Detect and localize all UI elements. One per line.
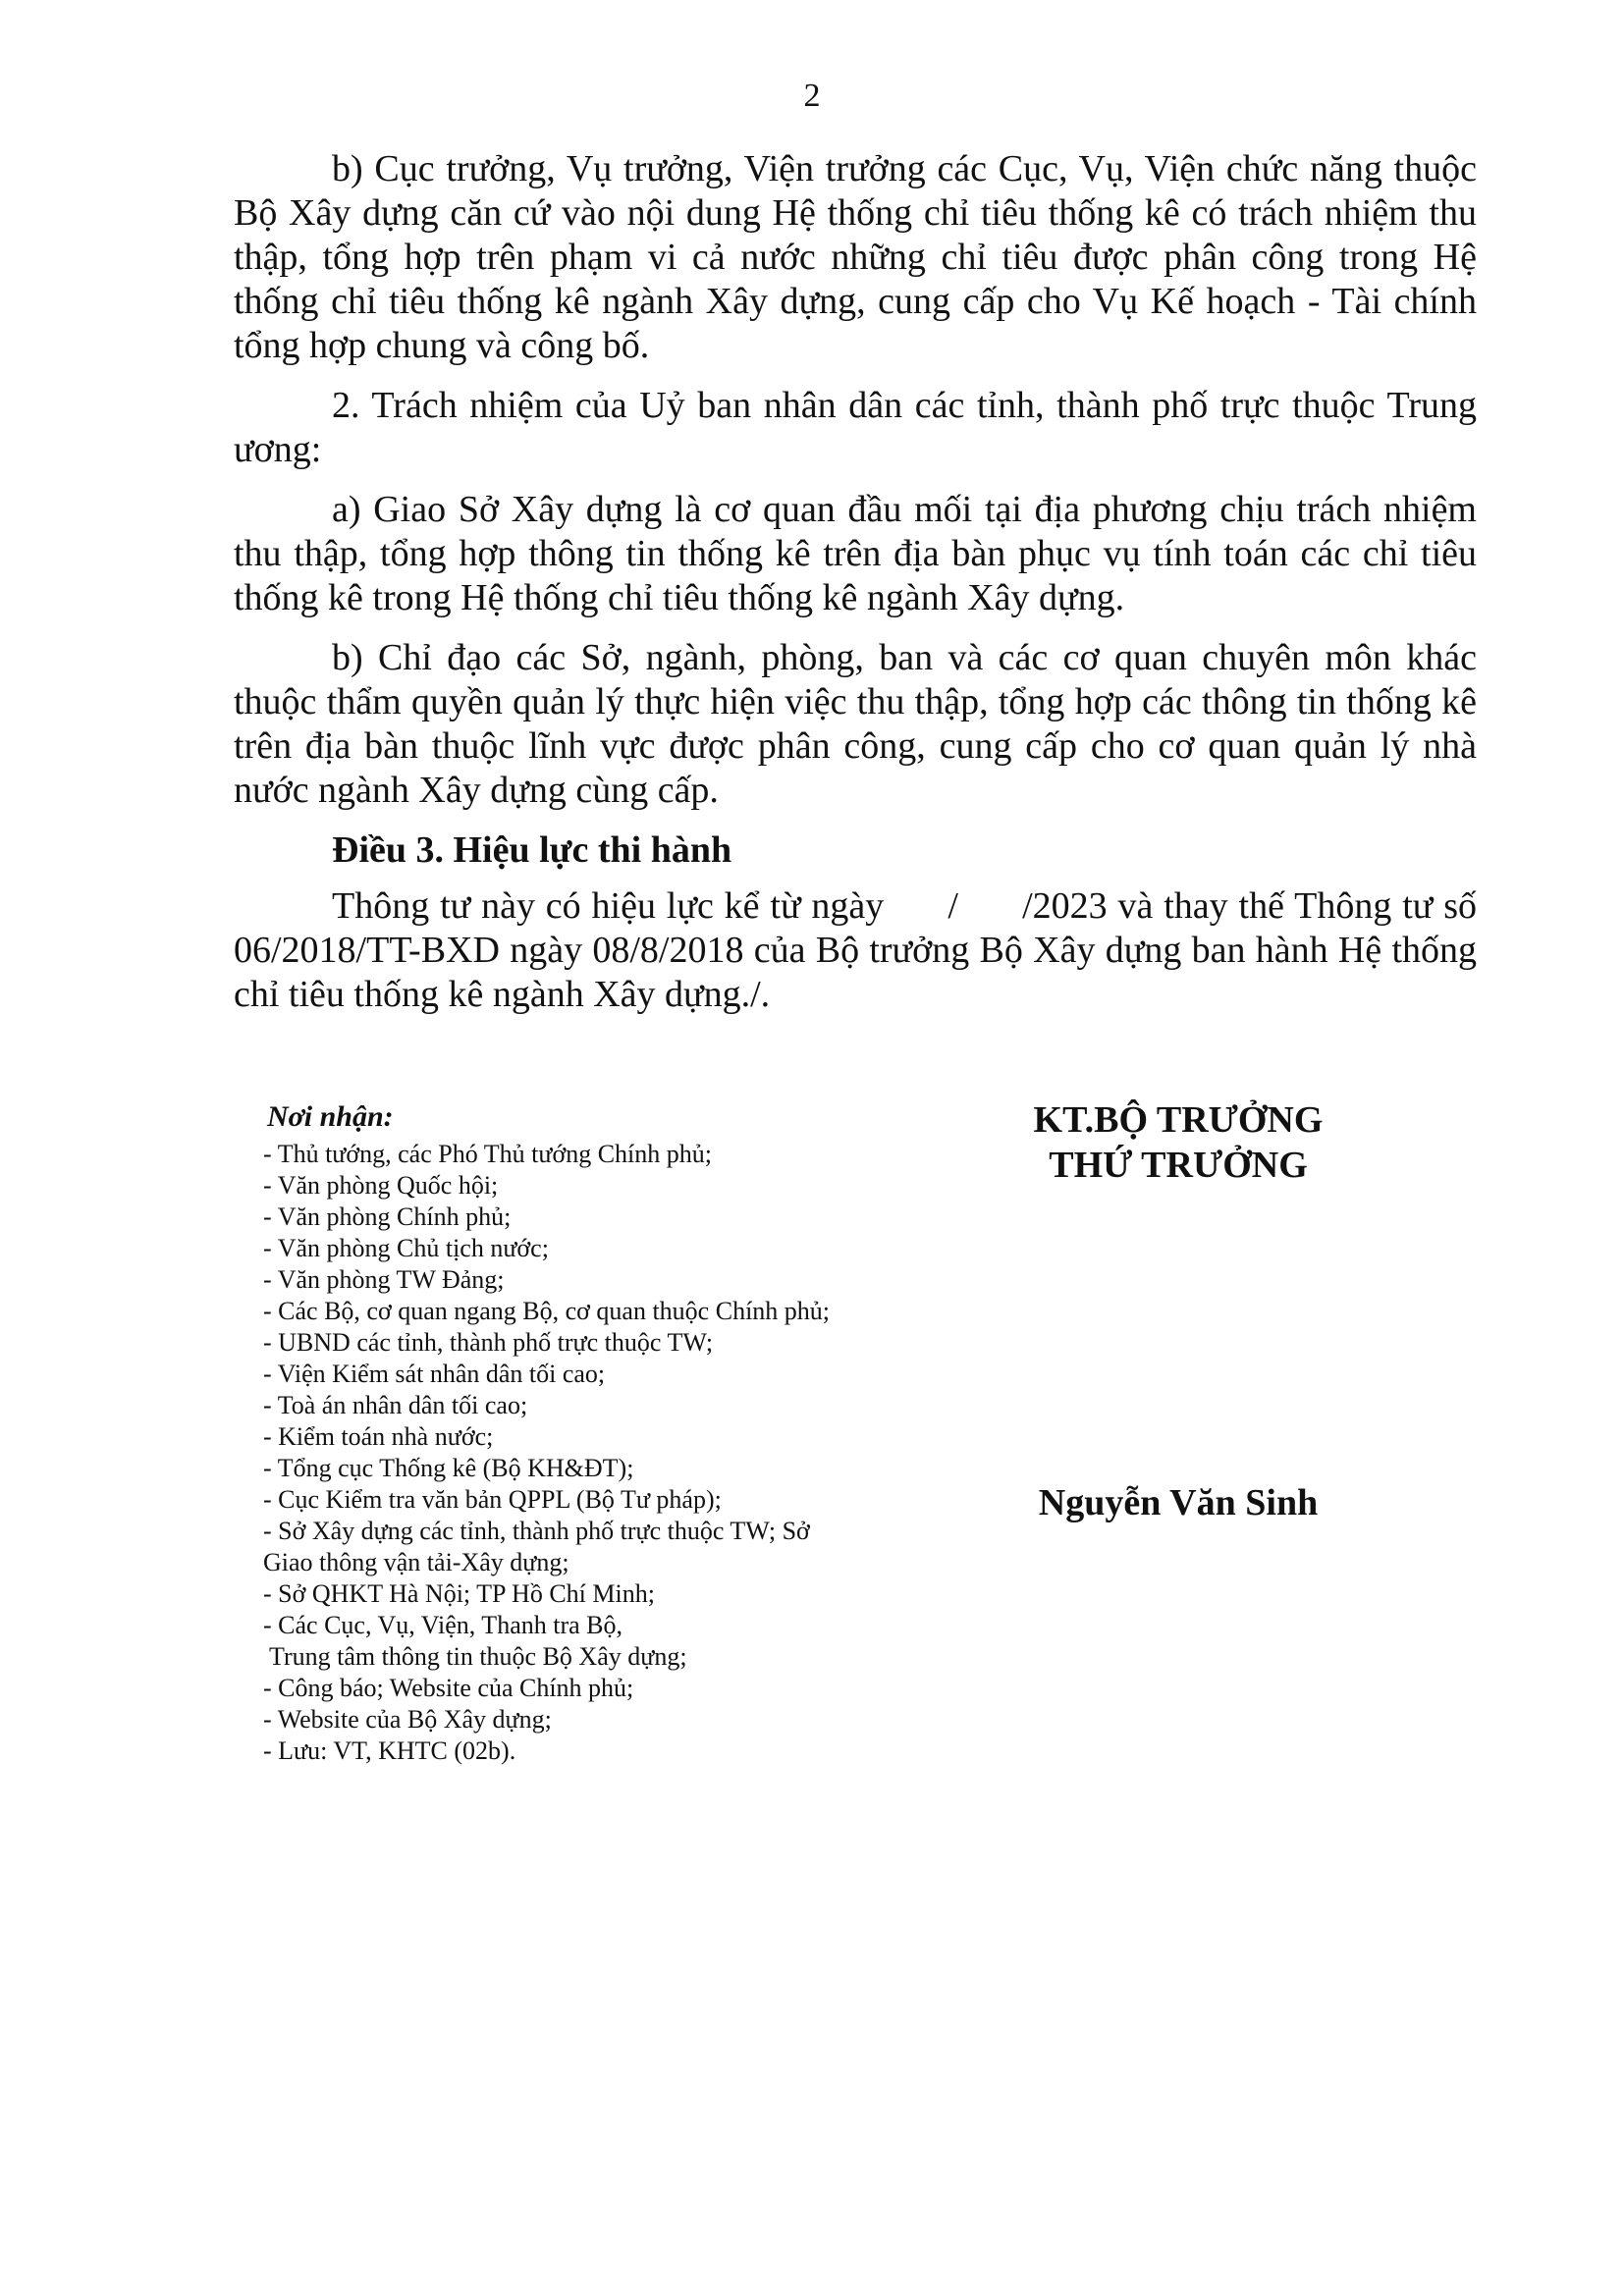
page-number: 2 xyxy=(803,78,821,114)
article-paragraph: Thông tư này có hiệu lực kể từ ngày / /2023 và thay thế Thông tư số 06/2018/TT-BXD ngày 08/8/2018 của Bộ trưởng Bộ Xây dựng ban hành Hệ thống chỉ tiêu thống kê ngành Xây dựng./. xyxy=(234,885,1487,1015)
recipient-item: - Lưu: VT, KHTC (02b). xyxy=(263,1736,516,1765)
recipient-item: Trung tâm thông tin thuộc Bộ Xây dựng; xyxy=(263,1642,687,1671)
recipient-item: - Sở Xây dựng các tỉnh, thành phố trực thuộc TW; Sở Giao thông vận tải-Xây dựng; xyxy=(263,1517,810,1576)
recipient-item: - Văn phòng Chính phủ; xyxy=(263,1202,512,1231)
recipient-item: - Công báo; Website của Chính phủ; xyxy=(263,1674,634,1702)
recipient-item: - Các Cục, Vụ, Viện, Thanh tra Bộ, xyxy=(263,1611,623,1639)
recipients-list xyxy=(263,1139,852,1767)
recipient-item: - Tổng cục Thống kê (Bộ KH&ĐT); xyxy=(263,1454,634,1482)
signer-name: Nguyễn Văn Sinh xyxy=(1038,1482,1319,1523)
paragraph-1b: b) Cục trưởng, Vụ trưởng, Viện trưởng các Cục, Vụ, Viện chức năng thuộc Bộ Xây dựng căn cứ vào nội dung Hệ thống chỉ tiêu thống kê có trách nhiệm thu thập, tổng hợp trên phạm vi cả nước những chỉ tiêu được phân công trong Hệ thống chỉ tiêu thống kê ngành Xây dựng, cung cấp cho Vụ Kế hoạch - Tài chính tổng hợp chung và công bố. xyxy=(234,148,1477,366)
signature-title-line2: THỨ TRƯỞNG xyxy=(1049,1145,1308,1186)
recipient-item: - Website của Bộ Xây dựng; xyxy=(263,1705,552,1734)
recipient-item: - Thủ tướng, các Phó Thủ tướng Chính phủ; xyxy=(263,1140,712,1168)
recipient-item: - Viện Kiểm sát nhân dân tối cao; xyxy=(263,1360,606,1388)
paragraph-2a: a) Giao Sở Xây dựng là cơ quan đầu mối tại địa phương chịu trách nhiệm thu thập, tổng hợp thông tin thống kê trên địa bàn phục vụ tính toán các chỉ tiêu thống kê trong Hệ thống chỉ tiêu thống kê ngành Xây dựng. xyxy=(234,489,1477,618)
recipient-item: - Kiểm toán nhà nước; xyxy=(263,1422,494,1451)
recipient-item: - Văn phòng Chủ tịch nước; xyxy=(263,1234,549,1262)
recipient-item: - Các Bộ, cơ quan ngang Bộ, cơ quan thuộc Chính phủ; xyxy=(263,1297,831,1325)
article-heading: Điều 3. Hiệu lực thi hành xyxy=(332,829,732,871)
recipient-item: - Văn phòng TW Đảng; xyxy=(263,1265,505,1294)
document-body xyxy=(234,147,1487,1033)
paragraph-2b: b) Chỉ đạo các Sở, ngành, phòng, ban và các cơ quan chuyên môn khác thuộc thẩm quyền quản lý thực hiện việc thu thập, tổng hợp các thông tin thống kê trên địa bàn thuộc lĩnh vực được phân công, cung cấp cho cơ quan quản lý nhà nước ngành Xây dựng cùng cấp. xyxy=(234,637,1477,811)
recipient-item: - Văn phòng Quốc hội; xyxy=(263,1171,499,1200)
paragraph-2: 2. Trách nhiệm của Uỷ ban nhân dân các tỉnh, thành phố trực thuộc Trung ương: xyxy=(234,385,1477,470)
signature-title-line1: KT.BỘ TRƯỞNG xyxy=(1033,1099,1324,1141)
recipients-title: Nơi nhận: xyxy=(267,1100,394,1133)
recipient-item: - UBND các tỉnh, thành phố trực thuộc TW; xyxy=(263,1328,714,1357)
signature-block xyxy=(972,1097,1384,1525)
recipient-item: - Sở QHKT Hà Nội; TP Hồ Chí Minh; xyxy=(263,1579,655,1608)
recipient-item: - Cục Kiểm tra văn bản QPPL (Bộ Tư pháp); xyxy=(263,1485,722,1514)
recipients-block xyxy=(263,1099,852,1767)
recipient-item: - Toà án nhân dân tối cao; xyxy=(263,1391,528,1419)
